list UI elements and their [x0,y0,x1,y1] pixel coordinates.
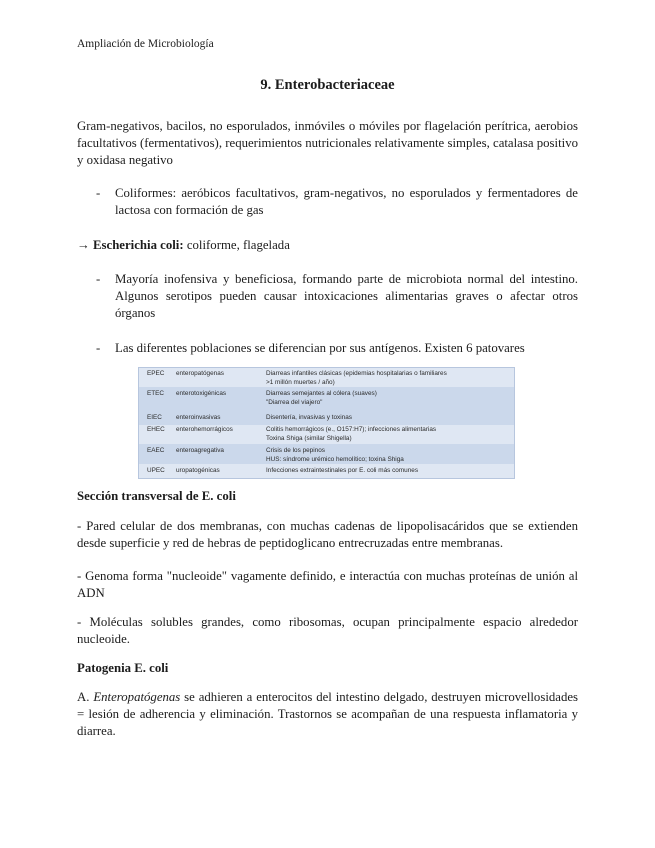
table-row [139,444,514,464]
pathovar-desc: Disentería, invasivas y toxinas [266,414,352,421]
pathovar-code: UPEC [147,467,165,474]
bullet-marker: - [96,341,101,355]
arrow-icon: → [77,238,90,252]
pathovar-name: uropatogénicas [176,467,220,474]
table-row [139,464,514,478]
pathovar-code: EIEC [147,414,162,421]
ecoli-name: Escherichia coli: [93,238,184,252]
table-row [139,425,514,444]
pathovar-name: enterotoxigénicas [176,390,227,397]
coliformes-bullet: Coliformes: aeróbicos facultativos, gram-negativos, no esporulados y fermentadores de lactosa con formación de gas [115,186,578,217]
pathovar-code: EAEC [147,447,165,454]
patogenia-paragraph: A. Enteropatógenas se adhieren a enterocitos del intestino delgado, destruyen microvellosidades = lesión de adherencia y eliminación. Trastornos se acompañan de una respuesta inflamatoria y diarrea. [77,690,579,738]
pathovar-desc: Colitis hemorrágicos (e., O157:H7); infecciones alimentarias Toxina Shiga (similar Shigella) [266,426,437,442]
intro-paragraph: Gram-negativos, bacilos, no esporulados, inmóviles o móviles por flagelación perítrica, aerobios facultativos (fermentativos), requerimientos nutricionales relativamente simples, catalasa positivo y oxidasa negativo [77,119,578,167]
ecoli-desc: coliforme, flagelada [183,238,290,252]
ecoli-heading-line [77,238,290,253]
pathovar-name: enteroinvasivas [176,414,221,421]
pathovar-desc: Diarreas infantiles clásicas (epidemias hospitalarias o familiares >1 millón muertes / año) [266,370,447,386]
table-row [139,407,514,425]
pathovar-desc: Crisis de los pepinos HUS: síndrome urémico hemolítico; toxina Shiga [266,447,404,463]
seccion-item-3: - Moléculas solubles grandes, como ribosomas, ocupan principalmente espacio alrededor nucleoide. [77,615,578,646]
pathovar-name: enteroagregativa [176,447,224,454]
section-title: 9. Enterobacteriaceae [260,77,395,93]
pathovar-code: EHEC [147,426,165,433]
pathovar-desc: Infecciones extraintestinales por E. coli más comunes [266,467,419,474]
pathovar-name: enteropatógenas [176,370,224,377]
pathovar-name: enterohemorrágicos [176,426,233,433]
seccion-heading: Sección transversal de E. coli [77,489,236,503]
patogenia-heading: Patogenia E. coli [77,661,169,675]
running-header: Ampliación de Microbiología [77,38,214,50]
ecoli-bullet-1: Mayoría inofensiva y beneficiosa, formando parte de microbiota normal del intestino. Algunos serotipos pueden causar intoxicaciones alimentarias graves o afectar otros órganos [115,272,578,320]
table-row [139,368,514,387]
pathovar-code: EPEC [147,370,165,377]
seccion-item-2: - Genoma forma "nucleoide" vagamente definido, e interactúa con muchas proteínas de unión al ADN [77,569,578,600]
bullet-marker: - [96,272,101,286]
pathovar-table [138,367,515,479]
table-row [139,387,514,407]
patogenia-term: Enteropatógenas [93,690,181,704]
pathovar-code: ETEC [147,390,165,397]
ecoli-bullet-2: Las diferentes poblaciones se diferencian por sus antígenos. Existen 6 patovares [115,341,525,355]
pathovar-desc: Diarreas semejantes al cólera (suaves) "Diarrea del viajero" [266,390,377,406]
bullet-marker: - [96,186,101,200]
seccion-item-1: - Pared celular de dos membranas, con muchas cadenas de lipopolisacáridos que se extienden desde superficie y red de hebras de peptidoglicano entrecruzadas entre membranas. [77,519,578,550]
